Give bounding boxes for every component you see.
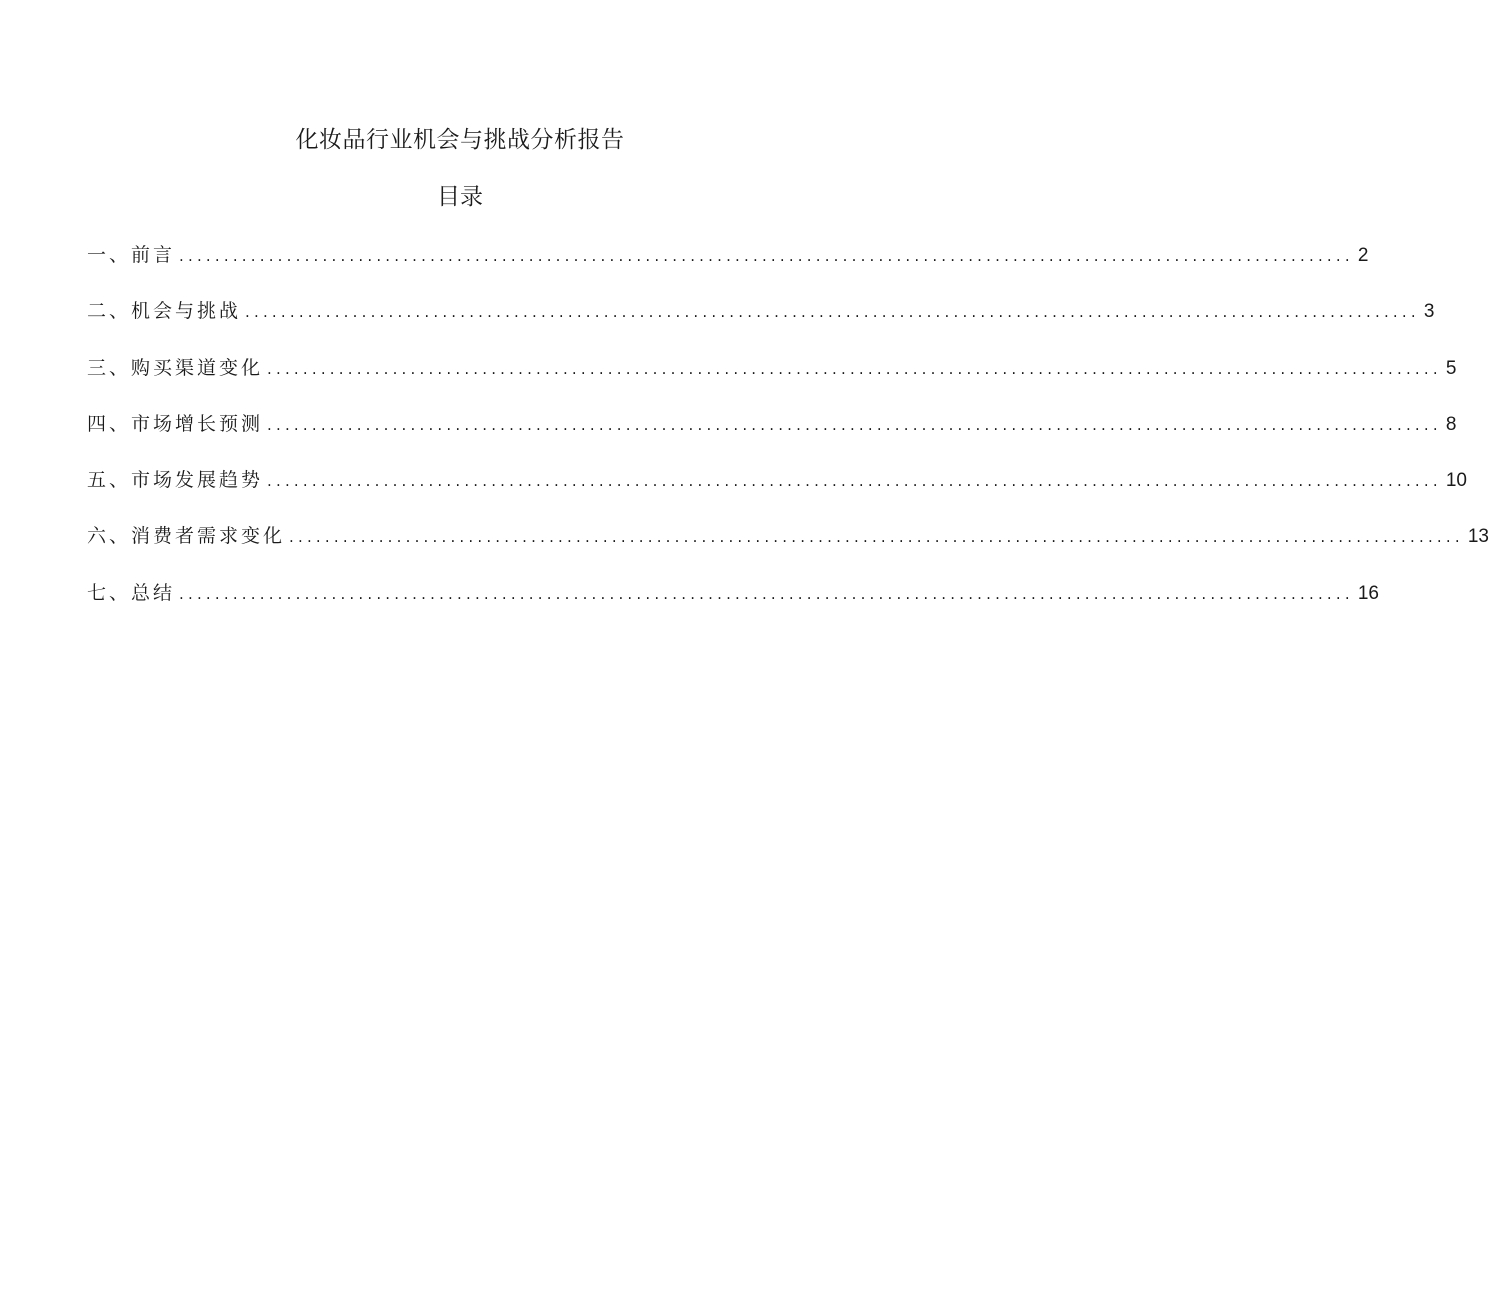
toc-heading: 目录 — [437, 184, 483, 210]
toc-page-number: 16 — [1357, 582, 1379, 604]
toc-dot-leader: ................................................................................................................................... — [179, 584, 1354, 603]
table-of-contents — [87, 240, 1489, 634]
toc-entry-label: 六、消费者需求变化 — [87, 525, 286, 548]
toc-dot-leader: ................................................................................................................................... — [289, 528, 1464, 547]
toc-entry-label: 三、购买渠道变化 — [87, 356, 264, 379]
toc-dot-leader: ................................................................................................................................... — [245, 303, 1420, 322]
toc-entry-market-growth-forecast[interactable] — [87, 409, 1457, 465]
toc-dot-leader: ................................................................................................................................... — [267, 415, 1442, 434]
toc-dot-leader: ................................................................................................................................... — [179, 247, 1354, 265]
toc-dot-leader: ................................................................................................................................... — [267, 359, 1442, 378]
toc-entry-label: 二、机会与挑战 — [87, 300, 242, 323]
document-title: 化妆品行业机会与挑战分析报告 — [295, 127, 625, 153]
toc-page-number: 2 — [1357, 245, 1369, 266]
toc-entry-consumer-demand-changes[interactable] — [87, 521, 1489, 577]
toc-dot-leader: ................................................................................................................................... — [267, 472, 1442, 491]
toc-entry-label: 五、市场发展趋势 — [87, 469, 264, 492]
toc-page-number: 3 — [1423, 301, 1435, 323]
toc-entry-opportunities-challenges[interactable] — [87, 296, 1435, 352]
toc-entry-market-development-trends[interactable] — [87, 465, 1467, 521]
toc-entry-summary[interactable] — [87, 578, 1379, 634]
toc-entry-purchase-channel-changes[interactable] — [87, 353, 1457, 409]
toc-page-number: 10 — [1445, 470, 1467, 492]
toc-page-number: 8 — [1445, 413, 1457, 435]
toc-entry-preface[interactable] — [87, 240, 1369, 296]
toc-page-number: 5 — [1445, 357, 1457, 379]
toc-page-number: 13 — [1467, 526, 1489, 548]
toc-entry-label: 四、市场增长预测 — [87, 412, 264, 435]
toc-entry-label: 七、总结 — [87, 581, 176, 604]
toc-entry-label: 一、前言 — [87, 244, 176, 266]
